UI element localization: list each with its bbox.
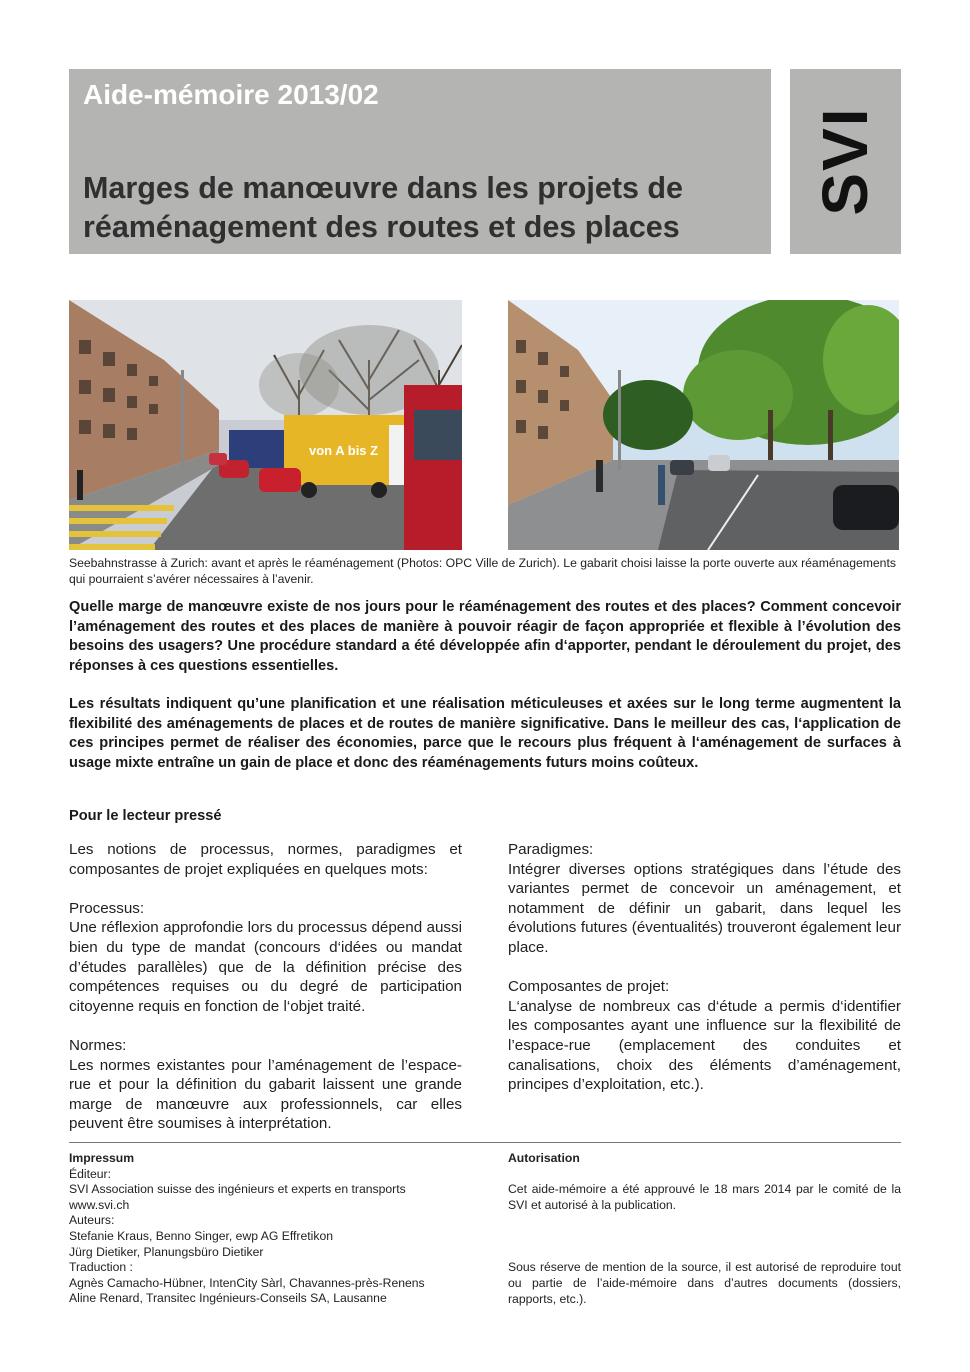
impressum-line: Agnès Camacho-Hübner, IntenCity Sàrl, Chavannes-près-Renens — [69, 1275, 425, 1290]
paradigmes-block — [508, 840, 901, 958]
header-banner — [69, 69, 771, 254]
summary-right-column — [508, 840, 901, 1114]
footer-divider — [69, 1142, 901, 1143]
impressum-block — [69, 1151, 462, 1307]
normes-text: Les normes existantes pour l’aménagement de l’espace-rue et pour la définition du gabarit laissent une grande marge de manœuvre aux professionnels, car elles peuvent être soumises à interprétation. — [69, 1056, 462, 1133]
autorisation-heading: Autorisation — [508, 1151, 580, 1165]
autorisation-approval: Cet aide-mémoire a été approuvé le 18 mars 2014 par le comité de la SVI et autorisé à la publication. — [508, 1182, 901, 1212]
composantes-block — [508, 977, 901, 1095]
impressum-line: SVI Association suisse des ingénieurs et experts en transports — [69, 1182, 406, 1197]
processus-text: Une réflexion approfondie lors du processus dépend aussi bien du type de mandat (concours d‘idées ou mandat d’études parallèles) que de la définition précise des compétences requises ou du degré de participation citoyenne requis en fonction de l‘objet traité. — [69, 919, 462, 1015]
lead-paragraph-1: Quelle marge de manœuvre existe de nos jours pour le réaménagement des routes et des places? Comment concevoir l’aménagement des routes et des places de manière à pouvoir réagir de façon appropriée et flexible à l’évolution des besoins des usagers? Une procédure standard a été développée afin d‘apporter, pendant le déroulement du projet, des réponses à ces questions essentielles. — [69, 599, 901, 674]
processus-block — [69, 899, 462, 1017]
impressum-website-link[interactable]: www.svi.ch — [69, 1197, 130, 1212]
impressum-line: Éditeur: — [69, 1166, 112, 1181]
impressum-line: Stefanie Kraus, Benno Singer, ewp AG Effretikon — [69, 1228, 333, 1243]
normes-label: Normes: — [69, 1036, 127, 1054]
photo-before-redevelopment — [69, 300, 462, 550]
document-kicker: Aide-mémoire 2013/02 — [83, 79, 379, 110]
document-title: Marges de manœuvre dans les projets de réaménagement des routes et des places — [83, 171, 684, 244]
impressum-line: Traduction : — [69, 1260, 133, 1275]
processus-label: Processus: — [69, 899, 145, 917]
paradigmes-text: Intégrer diverses options stratégiques dans l’étude des variantes permet de concevoir un aménagement, et notamment de définir un gabarit, dans lequel les évolutions futures (éventualités) trouveront également leur place. — [508, 860, 901, 956]
normes-block — [69, 1036, 462, 1134]
summary-intro: Les notions de processus, normes, paradigmes et composantes de projet expliquées en quelques mots: — [69, 841, 462, 878]
impressum-line: Auteurs: — [69, 1213, 115, 1228]
autorisation-reproduction: Sous réserve de mention de la source, il est autorisé de reproduire tout ou partie de l’aide-mémoire dans d’autres documents (dossiers, rapports, etc.). — [508, 1260, 901, 1306]
section-heading: Pour le lecteur pressé — [69, 808, 222, 824]
impressum-heading: Impressum — [69, 1151, 135, 1165]
photo-after-redevelopment — [508, 300, 899, 550]
photo-caption: Seebahnstrasse à Zurich: avant et après le réaménagement (Photos: OPC Ville de Zurich). Le gabarit choisi laisse la porte ouverte aux réaménagements qui pourraient s’avérer nécessaires à l’avenir. — [69, 556, 896, 586]
impressum-line: Aline Renard, Transitec Ingénieurs-Conseils SA, Lausanne — [69, 1291, 387, 1306]
truck-sign: von A bis Z — [309, 443, 379, 458]
lead-paragraph-2: Les résultats indiquent qu’une planification et une réalisation méticuleuses et axées sur le long terme augmentent la flexibilité des aménagements de places et de routes de manière significative. Dans le meilleur des cas, l‘application de ces principes permet de réaliser des économies, parce que le recours plus fréquent à l‘aménagement de surfaces à usage mixte entraîne un gain de place et donc des réaménagements futurs moins coûteux. — [69, 696, 901, 771]
impressum-line: Jürg Dietiker, Planungsbüro Dietiker — [69, 1244, 264, 1259]
autorisation-block — [508, 1151, 901, 1307]
composantes-text: L‘analyse de nombreux cas d‘étude a permis d‘identifier les composantes ayant une influence sur la flexibilité de l’espace-rue (emplacement des conduites et canalisations, choix des éléments d’aménagement, principes d’exploitation, etc.). — [508, 997, 901, 1094]
paradigmes-label: Paradigmes: — [508, 841, 594, 858]
composantes-label: Composantes de projet: — [508, 978, 670, 996]
brand-block — [790, 69, 901, 254]
summary-left-column — [69, 840, 462, 1154]
svi-logo: SVI — [809, 106, 881, 216]
